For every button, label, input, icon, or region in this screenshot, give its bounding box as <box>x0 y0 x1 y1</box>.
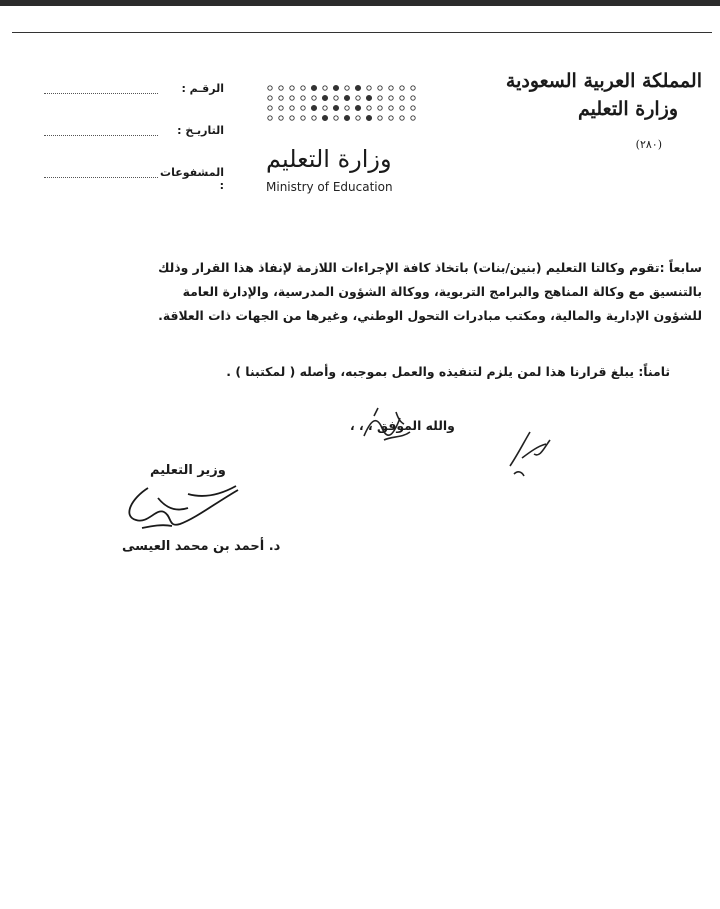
logo-dot <box>378 106 382 110</box>
logo-dot <box>333 85 338 90</box>
logo-dot <box>411 116 415 120</box>
logo-dot <box>345 86 349 90</box>
logo-dot <box>344 95 349 100</box>
handwritten-initials-icon <box>356 404 416 449</box>
logo-dot <box>322 115 327 120</box>
logo-dot <box>356 116 360 120</box>
logo-dot <box>290 116 294 120</box>
logo-dot <box>268 86 272 90</box>
logo-dot <box>400 106 404 110</box>
logo-dot <box>323 106 327 110</box>
para7-line3: للشؤون الإدارية والمالية، ومكتب مبادرات التحول الوطني، وغيرها من الجهات ذات العلاقة. <box>158 308 702 323</box>
minister-signature-icon <box>118 468 258 538</box>
attachments-label: المشفوعات : <box>160 166 224 192</box>
logo-dot <box>290 86 294 90</box>
logo-dot <box>345 106 349 110</box>
logo-dot <box>355 85 360 90</box>
decision-paragraph-8: ثامناً: يبلغ قرارنا هذا لمن يلزم لتنفيذه والعمل بموجبه، وأصله ( لمكتبنا ) . <box>226 364 670 379</box>
logo-dot <box>290 106 294 110</box>
attachments-row <box>44 166 224 208</box>
logo-dot <box>366 115 371 120</box>
kingdom-name: المملكة العربية السعودية <box>505 70 702 92</box>
logo-dot <box>279 116 283 120</box>
logo-dot <box>411 106 415 110</box>
logo-dot <box>378 116 382 120</box>
letter-meta <box>44 82 224 208</box>
logo-dot <box>268 106 272 110</box>
logo-dot <box>334 116 338 120</box>
logo-dot <box>312 96 316 100</box>
logo-dot <box>311 85 316 90</box>
para7-line2: بالتنسيق مع وكالة المناهج والبرامج التربوية، ووكالة الشؤون المدرسية، والإدارة العامة <box>182 284 702 299</box>
attachments-blank <box>44 166 158 178</box>
logo-dot <box>389 116 393 120</box>
logo-dot <box>355 105 360 110</box>
logo-dot <box>389 106 393 110</box>
reference-number: (٢٨٠) <box>635 138 662 151</box>
logo-dot <box>367 106 371 110</box>
logo-dot <box>334 96 338 100</box>
logo-dot <box>268 96 272 100</box>
letterhead-right <box>492 70 702 151</box>
logo-dot <box>356 96 360 100</box>
logo-dot <box>389 96 393 100</box>
signatory-name: د. أحمد بن محمد العيسى <box>122 539 281 554</box>
logo-dot <box>411 86 415 90</box>
date-row <box>44 124 224 166</box>
logo-dot <box>400 86 404 90</box>
decision-paragraph-7 <box>52 256 702 328</box>
logo-english-text: Ministry of Education <box>266 180 393 194</box>
closing-phrase: والله الموفق ، ، ، <box>350 418 455 433</box>
logo-dot <box>301 86 305 90</box>
top-edge-bar <box>0 0 720 6</box>
header-rule <box>12 32 712 33</box>
logo-dot <box>322 95 327 100</box>
signatory-title: وزير التعليم <box>150 463 226 478</box>
logo-dot <box>279 96 283 100</box>
logo-dot <box>301 96 305 100</box>
logo-dot <box>378 96 382 100</box>
logo-dot <box>333 105 338 110</box>
logo-dot <box>411 96 415 100</box>
number-label: الرقـم : <box>181 82 224 95</box>
number-row <box>44 82 224 124</box>
logo-arabic-text: وزارة التعليم <box>266 145 392 173</box>
date-label: التاريـخ : <box>177 124 224 137</box>
handwritten-approval-icon <box>500 418 560 478</box>
logo-dot <box>312 116 316 120</box>
logo-dot <box>279 86 283 90</box>
logo-dot <box>268 116 272 120</box>
logo-dot <box>378 86 382 90</box>
logo-dot <box>301 116 305 120</box>
date-blank <box>44 124 158 136</box>
logo-dot <box>400 96 404 100</box>
logo-dot <box>367 86 371 90</box>
logo-dot <box>366 95 371 100</box>
logo-dot <box>290 96 294 100</box>
logo-dot <box>279 106 283 110</box>
logo-dot <box>301 106 305 110</box>
logo-dot <box>389 86 393 90</box>
logo-dot <box>311 105 316 110</box>
number-blank <box>44 82 158 94</box>
logo-dot <box>323 86 327 90</box>
logo-dot <box>400 116 404 120</box>
para7-line1: سابعاً :تقوم وكالتا التعليم (بنين/بنات) باتخاذ كافة الإجراءات اللازمة لإنفاذ هذا القرار وذلك <box>158 260 702 275</box>
ministry-name: وزارة التعليم <box>577 98 678 120</box>
logo-dot <box>344 115 349 120</box>
